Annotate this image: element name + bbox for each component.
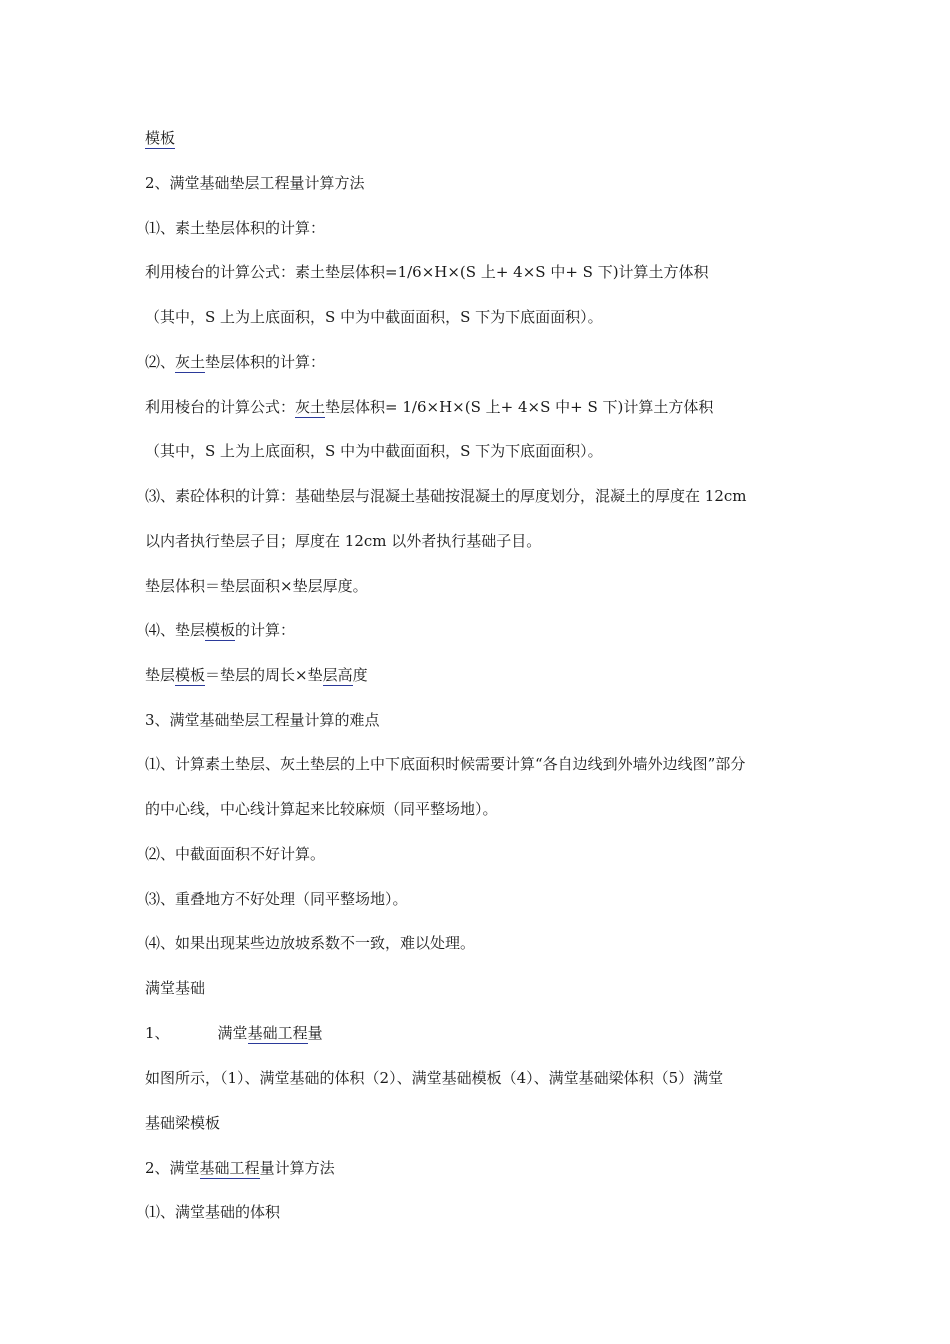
section-title-raft-foundation: 满堂基础 — [145, 979, 206, 997]
section-heading-2b-prefix: 2、满堂 — [145, 1159, 200, 1177]
numbered-heading-1-rest: 量 — [307, 1024, 323, 1042]
paragraph-template-formula — [145, 665, 815, 685]
paragraph-formula-1: 利用棱台的计算公式：素土垫层体积=1/6×H×(S 上+ 4×S 中+ S 下)计算土方体积 — [145, 263, 709, 281]
floor-height-link[interactable]: 层高 — [322, 666, 353, 684]
section-heading-2: 2、满堂基础垫层工程量计算方法 — [145, 174, 365, 192]
template-link-3[interactable]: 模板 — [175, 666, 206, 684]
section-heading-2b-rest: 量计算方法 — [259, 1159, 335, 1177]
subheading-2-rest: 垫层体积的计算： — [205, 353, 326, 371]
paragraph-difficulty-3: ⑶、重叠地方不好处理（同平整场地）。 — [145, 890, 408, 908]
paragraph-difficulty-1b: 的中心线，中心线计算起来比较麻烦（同平整场地）。 — [145, 800, 498, 818]
paragraph-volume: 垫层体积＝垫层面积×垫层厚度。 — [145, 577, 368, 595]
paragraph-formula-2 — [145, 397, 815, 417]
paragraph-difficulty-1a: ⑴、计算素土垫层、灰土垫层的上中下底面积时候需要计算“各自边线到外墙外边线图”部分 — [145, 755, 746, 773]
paragraph-concrete-2: 以内者执行垫层子目；厚度在 12cm 以外者执行基础子目。 — [145, 532, 542, 550]
subheading-4 — [145, 620, 815, 640]
template-formula-mid: ＝垫层的周长×垫 — [205, 666, 323, 684]
template-link[interactable]: 模板 — [145, 129, 176, 147]
formula-2-prefix: 利用棱台的计算公式： — [145, 398, 296, 416]
subheading-2-prefix: ⑵、 — [145, 353, 176, 371]
heading-template[interactable] — [145, 128, 815, 148]
paragraph-concrete-1: ⑶、素砼体积的计算：基础垫层与混凝土基础按混凝土的厚度划分，混凝土的厚度在 12cm — [145, 487, 747, 505]
subheading-raft-volume: ⑴、满堂基础的体积 — [145, 1203, 281, 1221]
paragraph-note-2: （其中，S 上为上底面积，S 中为中截面面积，S 下为下底面面积）。 — [145, 442, 603, 460]
subheading-4-prefix: ⑷、垫层 — [145, 621, 206, 639]
subheading-2 — [145, 352, 815, 372]
lime-soil-link[interactable]: 灰土 — [175, 353, 206, 371]
paragraph-note-1: （其中，S 上为上底面积，S 中为中截面面积，S 下为下底面面积）。 — [145, 308, 603, 326]
paragraph-difficulty-2: ⑵、中截面面积不好计算。 — [145, 845, 326, 863]
paragraph-as-shown-1: 如图所示，（1）、满堂基础的体积（2）、满堂基础模板（4）、满堂基础梁体积（5）满堂 — [145, 1069, 724, 1087]
subheading-1: ⑴、素土垫层体积的计算： — [145, 219, 326, 237]
template-formula-prefix: 垫层 — [145, 666, 176, 684]
numbered-heading-1-prefix: 1、 — [145, 1024, 170, 1042]
lime-soil-link-2[interactable]: 灰土 — [295, 398, 326, 416]
numbered-heading-1-mid: 满堂 — [217, 1024, 248, 1042]
foundation-engineering-link[interactable]: 基础工程 — [247, 1024, 308, 1042]
section-heading-2b — [145, 1158, 815, 1178]
paragraph-difficulty-4: ⑷、如果出现某些边放坡系数不一致，难以处理。 — [145, 934, 476, 952]
formula-2-rest: 垫层体积= 1/6×H×(S 上+ 4×S 中+ S 下)计算土方体积 — [325, 398, 714, 416]
numbered-heading-1 — [145, 1023, 815, 1043]
paragraph-as-shown-2: 基础梁模板 — [145, 1114, 221, 1132]
subheading-4-rest: 的计算： — [235, 621, 296, 639]
foundation-engineering-link-2[interactable]: 基础工程 — [199, 1159, 260, 1177]
section-heading-3: 3、满堂基础垫层工程量计算的难点 — [145, 711, 380, 729]
template-link-2[interactable]: 模板 — [205, 621, 236, 639]
template-formula-rest: 度 — [352, 666, 368, 684]
